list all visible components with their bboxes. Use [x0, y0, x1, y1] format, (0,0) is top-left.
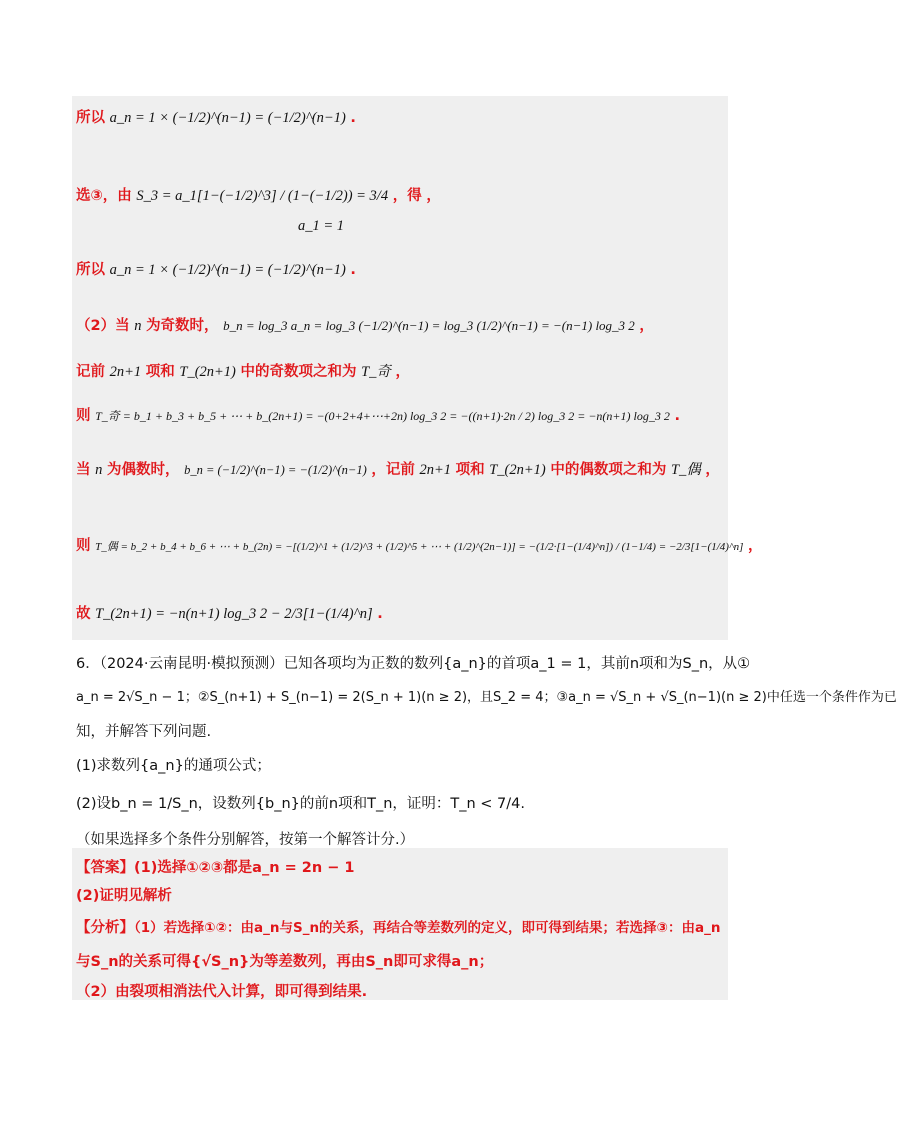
analysis-tag: 【分析】 [76, 920, 134, 936]
line7-end: ， [705, 462, 720, 478]
line2-result: a_1 = 1 [298, 218, 345, 234]
line8-end: ， [747, 538, 763, 554]
line4-text: 为奇数时， [146, 318, 219, 334]
line8-math: T_偶 = b_2 + b_4 + b_6 + ⋯ + b_(2n) = −[(1/2)^1 + (1/2)^3 + (1/2)^5 + ⋯ + (1/2)^(2n−1)] = −(1/2·[1−(1/4)^n]) / (1−1/4) = −2/3[1−(1/4)^n] [95, 541, 744, 553]
problem-stem-2: a_n = 2√S_n − 1；②S_(n+1) + S_(n−1) = 2(S_n + 1)(n ≥ 2)，且S_2 = 4；③a_n = √S_n + √S_(n−1)(n ≥ 2)中任选一个条件作为已 [76, 690, 897, 705]
solution-line-8 [76, 536, 762, 557]
line5-label: 记前 [76, 364, 105, 380]
solution-line-6 [76, 406, 680, 426]
analysis-line-3 [76, 982, 367, 1002]
problem-stem-1: 已知各项均为正数的数列{a_n}的首项a_1 = 1，其前n项和为S_n，从① [283, 656, 751, 672]
line4-end: ， [639, 318, 654, 334]
solution-line-2 [76, 186, 441, 206]
line2-label: 选③，由 [76, 188, 132, 204]
line7-n: n [95, 462, 103, 478]
question-2-text: (2)设b_n = 1/S_n，设数列{b_n}的前n项和T_n，证明：T_n < 7/4. [76, 796, 525, 812]
analysis-1: （1）若选择①②：由a_n与S_n的关系，再结合等差数列的定义，即可得到结果；若选择③：由a_n [134, 920, 721, 936]
analysis-2: 与S_n的关系可得{√S_n}为等差数列，再由S_n即可求得a_n； [76, 954, 494, 970]
line4-n: n [134, 318, 142, 334]
answer-line-2 [76, 886, 172, 906]
line7-math4: T_偶 [670, 462, 701, 478]
line5-end: ， [395, 364, 411, 380]
problem-stem-line-3 [76, 722, 211, 742]
line7-text: 为偶数时， [106, 462, 180, 478]
question-2 [76, 794, 525, 814]
line2-mid: ，得 [392, 188, 422, 204]
line4-label: （2）当 [76, 318, 130, 334]
line6-end: . [674, 408, 680, 424]
line3-math: a_n = 1 × (−1/2)^(n−1) = (−1/2)^(n−1) [109, 262, 346, 278]
line4-math: b_n = log_3 a_n = log_3 (−1/2)^(n−1) = log_3 (1/2)^(n−1) = −(n−1) log_3 2 [223, 318, 635, 333]
answer-2: (2)证明见解析 [76, 888, 172, 904]
line7-label: 当 [76, 462, 91, 478]
problem-stem-line-2 [76, 688, 897, 708]
line5-text2: 中的奇数项之和为 [240, 364, 357, 380]
solution-line-4 [76, 316, 654, 336]
question-1 [76, 756, 271, 776]
answer-line-1 [76, 858, 355, 878]
line7-math: b_n = (−1/2)^(n−1) = −(1/2)^(n−1) [184, 463, 367, 477]
solution-line-3 [76, 260, 356, 280]
solution-line-7 [76, 460, 720, 480]
line2-end: ， [426, 188, 441, 204]
question-1-text: (1)求数列{a_n}的通项公式； [76, 758, 271, 774]
problem-note [76, 830, 414, 850]
line3-end: . [350, 262, 356, 278]
line6-label: 则 [76, 408, 91, 424]
problem-stem-line-1 [76, 654, 750, 674]
answer-tag: 【答案】 [76, 860, 134, 876]
line9-end: . [377, 606, 383, 622]
line9-math: T_(2n+1) = −n(n+1) log_3 2 − 2/3[1−(1/4)^n] [95, 606, 373, 622]
analysis-line-2 [76, 952, 493, 972]
line5-text: 项和 [145, 364, 175, 380]
line7-text4: 中的偶数项之和为 [550, 462, 667, 478]
problem-source: （2024·云南昆明·模拟预测） [99, 656, 284, 672]
line5-math3: T_奇 [361, 364, 391, 380]
solution-line-5 [76, 362, 410, 382]
line3-label: 所以 [76, 262, 105, 278]
line9-label: 故 [76, 606, 91, 622]
analysis-line-1 [76, 918, 720, 938]
line6-math: T_奇 = b_1 + b_3 + b_5 + ⋯ + b_(2n+1) = −(0+2+4+⋯+2n) log_3 2 = −((n+1)·2n / 2) log_3 2 = −n(n+1) log_3 2 [95, 409, 670, 423]
line1-math: a_n = 1 × (−1/2)^(n−1) = (−1/2)^(n−1) [109, 110, 346, 126]
line8-label: 则 [76, 538, 91, 554]
line7-text3: 项和 [455, 462, 485, 478]
solution-line-9 [76, 604, 383, 624]
line7-math3: T_(2n+1) [489, 462, 546, 478]
answer-1: (1)选择①②③都是a_n = 2n − 1 [134, 860, 355, 876]
problem-note-text: （如果选择多个条件分别解答，按第一个解答计分.） [76, 832, 415, 848]
line2-result-row [298, 216, 344, 236]
line1-label: 所以 [76, 110, 105, 126]
line5-math1: 2n+1 [109, 364, 142, 380]
line7-text2: ，记前 [371, 462, 415, 478]
analysis-3: （2）由裂项相消法代入计算，即可得到结果. [76, 984, 368, 1000]
problem-number: 6． [76, 656, 100, 672]
line5-math2: T_(2n+1) [179, 364, 236, 380]
solution-line-1 [76, 108, 356, 128]
line2-math: S_3 = a_1[1−(−1/2)^3] / (1−(−1/2)) = 3/4 [136, 188, 389, 204]
line7-math2: 2n+1 [419, 462, 451, 478]
problem-stem-3: 知，并解答下列问题. [76, 724, 212, 740]
line1-end: . [350, 110, 356, 126]
